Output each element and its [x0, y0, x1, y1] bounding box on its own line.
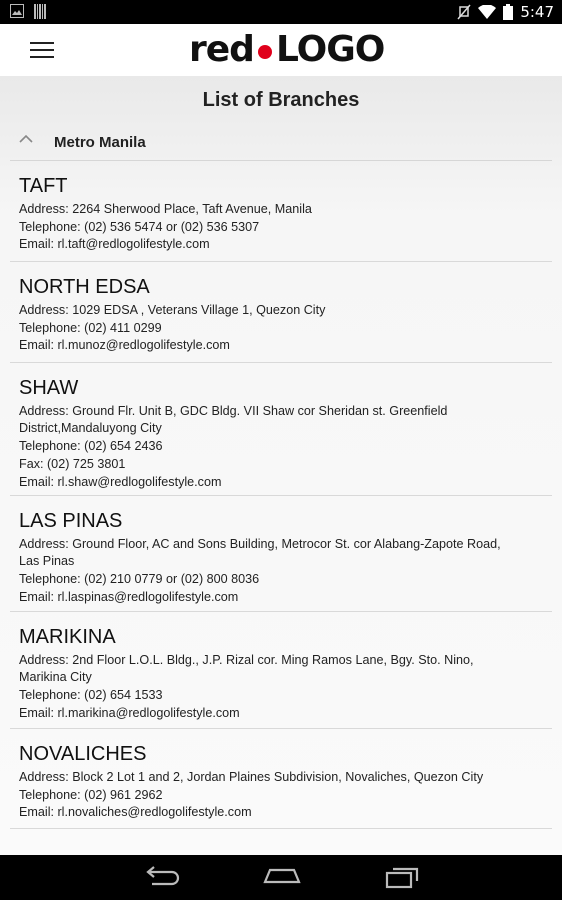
barcode-notification-icon: [34, 4, 46, 19]
region-label: Metro Manila: [54, 134, 146, 151]
branch-address-line2: District,Mandaluyong City: [19, 420, 162, 435]
chevron-up-icon: [19, 134, 33, 144]
page-title: List of Branches: [202, 89, 360, 111]
branch-name: SHAW: [19, 377, 79, 399]
clock: 5:47: [520, 3, 554, 21]
branch-telephone: Telephone: (02) 536 5474 or (02) 536 5307: [19, 219, 260, 234]
branch-telephone: Telephone: (02) 411 0299: [19, 320, 162, 335]
logo-text-left: red: [189, 28, 254, 70]
branch-name: NORTH EDSA: [19, 276, 150, 298]
branch-email: Email: rl.laspinas@redlogolifestyle.com: [19, 590, 239, 604]
branch-item-las-pinas[interactable]: [10, 496, 552, 612]
branch-address-line1: Address: Ground Flr. Unit B, GDC Bldg. VII Shaw cor Sheridan st. Greenfield: [19, 404, 448, 418]
branch-list-page[interactable]: [0, 76, 562, 855]
battery-icon: [503, 4, 513, 20]
branch-name: MARIKINA: [19, 626, 116, 648]
branch-address-line2: Las Pinas: [19, 553, 75, 568]
branch-item-novaliches[interactable]: [10, 729, 552, 829]
recent-apps-icon: [382, 864, 422, 890]
status-bar: [0, 0, 562, 24]
logo-text-right: LOGO: [275, 28, 385, 70]
branch-email: Email: rl.novaliches@redlogolifestyle.com: [19, 805, 252, 819]
recent-apps-button[interactable]: [382, 864, 422, 890]
brand-logo: [189, 30, 384, 68]
branch-address: Address: 2264 Sherwood Place, Taft Avenue, Manila: [19, 202, 312, 216]
branch-email: Email: rl.taft@redlogolifestyle.com: [19, 237, 210, 251]
home-icon: [262, 864, 302, 890]
gallery-notification-icon: [10, 4, 24, 18]
branch-item-shaw[interactable]: [10, 363, 552, 496]
home-button[interactable]: [262, 864, 302, 890]
branch-address: Address: Block 2 Lot 1 and 2, Jordan Plaines Subdivision, Novaliches, Quezon City: [19, 770, 484, 784]
branch-telephone: Telephone: (02) 961 2962: [19, 787, 163, 802]
branch-name: LAS PINAS: [19, 510, 123, 532]
menu-icon[interactable]: [30, 42, 56, 60]
branch-name: NOVALICHES: [19, 743, 147, 765]
branch-fax: Fax: (02) 725 3801: [19, 457, 126, 471]
branch-item-taft[interactable]: [10, 161, 552, 262]
logo-dot: [258, 45, 272, 59]
app-bar: [0, 24, 562, 76]
branch-telephone: Telephone: (02) 654 2436: [19, 439, 163, 453]
back-button[interactable]: [142, 864, 182, 890]
branch-telephone: Telephone: (02) 210 0779 or (02) 800 8036: [19, 572, 260, 586]
branch-email: Email: rl.marikina@redlogolifestyle.com: [19, 706, 240, 720]
wifi-icon: [478, 5, 496, 19]
branch-email: Email: rl.munoz@redlogolifestyle.com: [19, 338, 230, 352]
back-icon: [142, 864, 182, 890]
branch-email: Email: rl.shaw@redlogolifestyle.com: [19, 475, 222, 489]
branch-address-line1: Address: 2nd Floor L.O.L. Bldg., J.P. Rizal cor. Ming Ramos Lane, Bgy. Sto. Nino,: [19, 653, 474, 667]
branch-name: TAFT: [19, 175, 68, 197]
branch-address-line1: Address: Ground Floor, AC and Sons Building, Metrocor St. cor Alabang-Zapote Road,: [19, 537, 501, 551]
system-navigation-bar: [0, 855, 562, 900]
branch-address-line2: Marikina City: [19, 669, 92, 684]
branch-item-north-edsa[interactable]: [10, 262, 552, 363]
region-header-metro-manila[interactable]: [10, 126, 552, 161]
branch-address: Address: 1029 EDSA , Veterans Village 1, Quezon City: [19, 303, 326, 317]
mute-icon: [457, 4, 471, 20]
branch-item-marikina[interactable]: [10, 612, 552, 729]
branch-telephone: Telephone: (02) 654 1533: [19, 688, 163, 702]
